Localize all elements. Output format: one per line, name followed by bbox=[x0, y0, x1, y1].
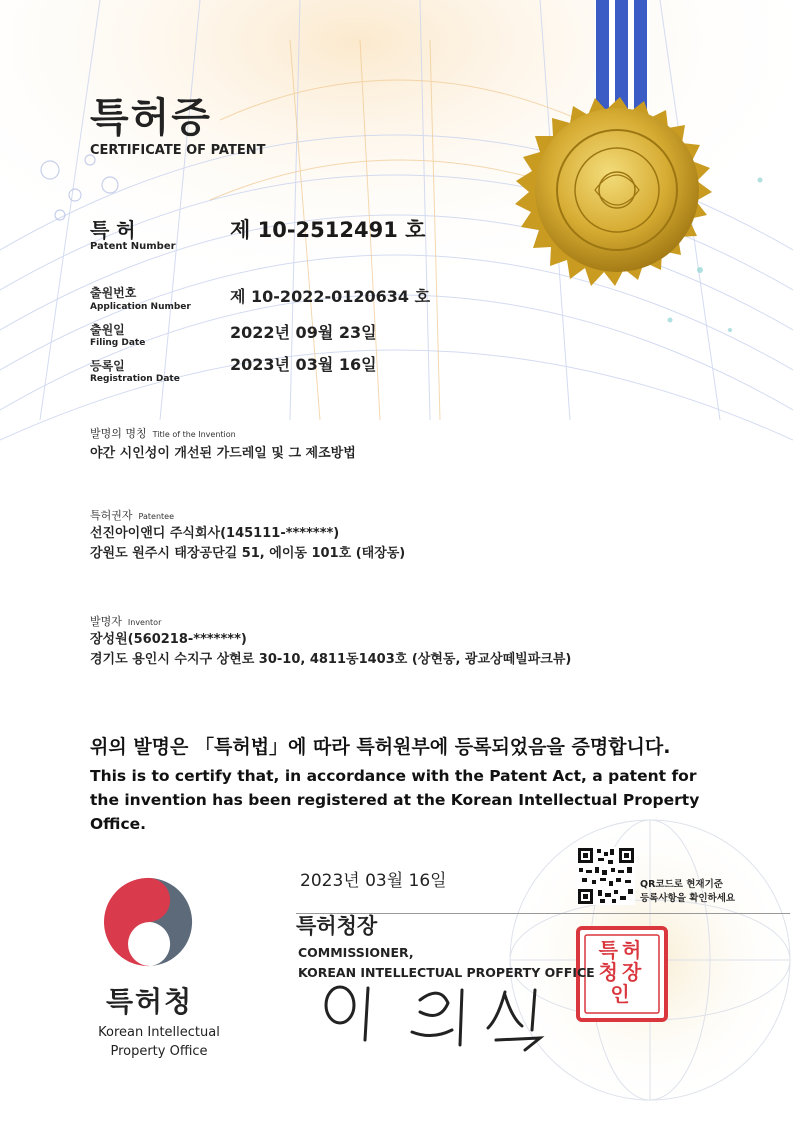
qr-note-line1: QR코드로 현재기준 bbox=[640, 879, 723, 890]
filing-date-label: 출원일 bbox=[90, 323, 125, 337]
inventor-label bbox=[90, 610, 161, 629]
filing-date-value: 2022년 09월 23일 bbox=[230, 323, 377, 342]
registration-date-label: 등록일 bbox=[90, 359, 125, 373]
application-number-value: 제 10-2022-0120634 호 bbox=[230, 287, 431, 306]
patent-number-value: 제 10-2512491 호 bbox=[230, 218, 426, 242]
invention-label bbox=[90, 422, 236, 441]
commissioner-title-en-line2: KOREAN INTELLECTUAL PROPERTY OFFICE bbox=[298, 965, 595, 980]
patent-number-label-en: Patent Number bbox=[90, 241, 176, 252]
kipo-logo-icon bbox=[104, 878, 192, 966]
inventor-label-en: Inventor bbox=[127, 618, 162, 627]
qr-note bbox=[640, 878, 735, 906]
certification-ko: 위의 발명은 「특허법」에 따라 특허원부에 등록되었음을 증명합니다. bbox=[90, 736, 671, 758]
kipo-name-en-line2: Property Office bbox=[110, 1044, 208, 1059]
page-title: 특허증 bbox=[90, 95, 212, 141]
inventor-label-ko: 발명자 bbox=[90, 615, 122, 628]
patentee-label bbox=[90, 504, 174, 523]
invention-label-en: Title of the Invention bbox=[152, 430, 236, 439]
patentee-name: 선진아이앤디 주식회사(145111-*******) bbox=[90, 526, 340, 541]
registration-date-label-en: Registration Date bbox=[90, 374, 180, 384]
commissioner-title-en-line1: COMMISSIONER, bbox=[298, 945, 414, 960]
application-number-label: 출원번호 bbox=[90, 286, 137, 300]
patent-number-label: 특 허 bbox=[90, 218, 136, 242]
qr-note-line2: 등록사항을 확인하세요 bbox=[640, 893, 736, 904]
page-subtitle: CERTIFICATE OF PATENT bbox=[90, 143, 266, 158]
patentee-label-en: Patentee bbox=[138, 512, 174, 521]
issue-date: 2023년 03월 16일 bbox=[300, 871, 447, 891]
kipo-name-en-line1: Korean Intellectual bbox=[98, 1025, 220, 1040]
patentee-label-ko: 특허권자 bbox=[90, 509, 133, 522]
certification-en: This is to certify that, in accordance with the Patent Act, a patent for the invention has been registered at the Korean Intellectual Property Office. bbox=[90, 767, 700, 833]
commissioner-title: 특허청장 bbox=[296, 914, 378, 938]
registration-date-value: 2023년 03월 16일 bbox=[230, 355, 377, 374]
filing-date-label-en: Filing Date bbox=[90, 338, 146, 348]
inventor-name: 장성원(560218-*******) bbox=[90, 632, 247, 647]
kipo-name-en bbox=[84, 1023, 234, 1061]
kipo-name-ko: 특허청 bbox=[106, 985, 194, 1018]
red-seal-text: 특허청장인 bbox=[598, 938, 646, 1006]
application-number-label-en: Application Number bbox=[90, 302, 191, 312]
inventor-address: 경기도 용인시 수지구 상현로 30-10, 4811동1403호 (상현동, 광교상떼빌파크뷰) bbox=[90, 652, 572, 667]
qr-code-icon bbox=[577, 847, 635, 905]
patentee-address: 강원도 원주시 태장공단길 51, 에이동 101호 (태장동) bbox=[90, 546, 406, 561]
invention-label-ko: 발명의 명칭 bbox=[90, 427, 147, 440]
invention-title: 야간 시인성이 개선된 가드레일 및 그 제조방법 bbox=[90, 446, 356, 461]
